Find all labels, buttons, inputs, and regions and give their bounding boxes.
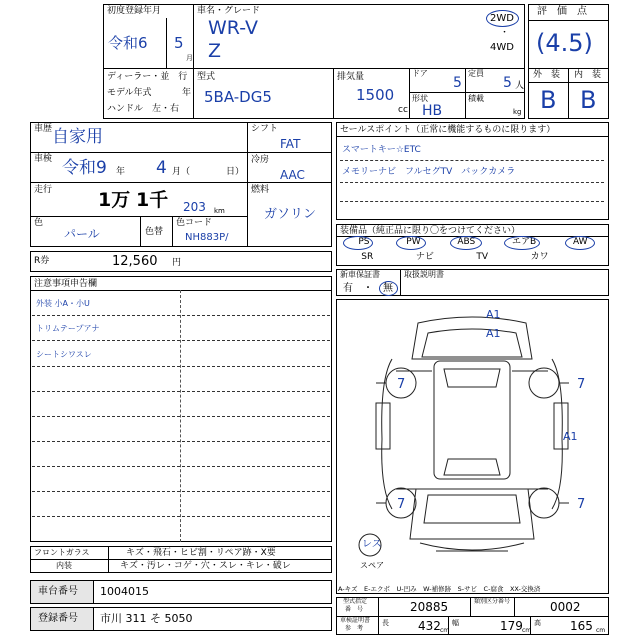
notes-label: 注意事項申告欄 <box>34 279 98 289</box>
katashiki-label: 型式 <box>197 72 216 82</box>
len-unit: cm <box>440 627 450 634</box>
reg-month-unit: 月 <box>186 54 193 62</box>
equip-ps-circle <box>343 236 373 250</box>
wid-unit: cm <box>522 627 532 634</box>
glass-options: キズ・飛石・ヒビ割・リペア跡・X要 <box>126 548 276 558</box>
class-no-value: 0002 <box>550 600 581 614</box>
shaken-year-unit: 年 <box>116 167 126 177</box>
len-label: 車検証明書 <box>340 617 371 624</box>
eval-ext-label: 外 装 <box>533 70 561 80</box>
spare-label: スペア <box>360 561 384 570</box>
mileage-sen: 1千 <box>136 189 169 211</box>
interior-options: キズ・汚レ・コゲ・穴・スレ・キレ・破レ <box>120 561 291 571</box>
eval-int-label: 内 装 <box>574 70 602 80</box>
shaken-label: 車検 <box>34 154 53 164</box>
load-label: 積載 <box>468 94 484 103</box>
sales-line-1: スマートキー☆ETC <box>342 145 421 155</box>
fuel-value: ガソリン <box>264 207 317 222</box>
tire-fr: 7 <box>577 377 586 392</box>
shape-label: 形状 <box>412 94 428 103</box>
color-code-label: 色コード <box>176 218 213 228</box>
sales-line-2: メモリーナビ フルセグTV バックカメラ <box>342 167 516 177</box>
class-no-label: 類別区分番号 <box>474 598 511 605</box>
shift-label: シフト <box>251 124 279 134</box>
equip-abs: ABS <box>457 237 476 247</box>
reg-era: 令和6 <box>108 34 148 52</box>
len-value: 432 <box>418 619 441 633</box>
damage-legend: A-キズ E-エクボ U-凹み W-補修跡 S-サビ C-腐食 XX-交換済 <box>338 585 541 593</box>
wid-value: 179 <box>500 619 523 633</box>
disp-label: 排気量 <box>337 72 365 82</box>
color-swap: 色替 <box>145 227 164 237</box>
equip-aw-circle <box>565 236 595 250</box>
equip-airbag: エアB <box>512 237 537 247</box>
car-name: WR-V <box>208 17 258 39</box>
disp-unit: cc <box>398 105 408 115</box>
dmg-a1-top: A1 <box>486 308 501 321</box>
equip-sr: SR <box>361 252 374 262</box>
equip-leather: カワ <box>530 252 549 262</box>
eval-ext: B <box>540 86 557 114</box>
rcoupon-unit: 円 <box>172 258 182 268</box>
wid-label: 幅 <box>452 619 459 627</box>
reg-month: 5 <box>174 34 184 52</box>
equip-pw-circle <box>396 236 426 250</box>
equip-navi: ナビ <box>415 252 434 262</box>
door-label: ドア <box>412 69 428 78</box>
drive-4wd: 4WD <box>490 42 514 53</box>
type-no-label: 型式指定 <box>343 598 368 605</box>
color-code: NH883P/ <box>185 232 229 243</box>
cap-unit: 人 <box>515 81 525 91</box>
type-no-value: 20885 <box>410 600 449 614</box>
cap-label: 定員 <box>468 69 484 78</box>
mileage-extra: 203 <box>183 200 206 214</box>
dmg-a1-top2: A1 <box>486 327 501 340</box>
manual-label: 取扱説明書 <box>404 270 444 279</box>
color-label: 色 <box>34 218 44 228</box>
cap-value: 5 <box>503 75 512 91</box>
interior-label: 内装 <box>56 561 72 570</box>
drive-2wd: 2WD <box>490 13 514 24</box>
shaken-month-unit: 月（ <box>172 167 191 177</box>
spare-mark: レス <box>362 539 382 550</box>
drive-2wd-circle <box>486 10 519 27</box>
dmg-a1-side: A1 <box>563 430 578 443</box>
katashiki-value: 5BA-DG5 <box>204 88 272 106</box>
note-line-2: トリムテープアナ <box>36 324 100 333</box>
daiban-value: 1004015 <box>100 585 149 598</box>
shaken-era: 令和9 <box>62 158 107 178</box>
note-line-3: シートシワスレ <box>36 350 92 359</box>
hgt-unit: cm <box>596 627 606 634</box>
shape-value: HB <box>422 103 443 119</box>
hgt-value: 165 <box>570 619 593 633</box>
shaken-month: 4 <box>156 158 167 178</box>
warranty-label: 新車保証書 <box>340 270 380 279</box>
reg-label: 初度登録年月 <box>107 6 162 16</box>
equip-row-2 <box>340 253 570 266</box>
sales-label: セールスポイント（正常に機能するものに限ります） <box>340 125 556 135</box>
mileage-unit: km <box>214 207 225 215</box>
shift-value: FAT <box>280 137 301 151</box>
rcoupon-value: 12,560 <box>112 254 158 269</box>
car-label: 車名・グレード <box>197 6 261 16</box>
drive-dot: ・ <box>500 28 510 38</box>
len-label-3: 長 <box>382 619 389 627</box>
rcoupon-label: R券 <box>34 256 50 266</box>
type-no-label-2: 番 号 <box>345 606 364 613</box>
warranty-value: 有 ・ <box>343 283 373 294</box>
touroku-value: 市川 311 そ 5050 <box>100 612 193 625</box>
handle-label: ハンドル 左・右 <box>107 104 180 114</box>
color-value: パール <box>64 227 100 241</box>
mileage-label: 走行 <box>34 185 53 195</box>
equip-label: 装備品（純正品に限り〇をつけてください） <box>340 226 521 236</box>
tire-rl: 7 <box>397 497 406 512</box>
model-year-label: モデル年式 <box>107 88 152 98</box>
equip-pw: PW <box>406 237 421 247</box>
disp-value: 1500 <box>356 86 395 104</box>
equip-ps: PS <box>358 237 370 247</box>
touroku-label: 登録番号 <box>38 613 78 624</box>
fuel-label: 燃料 <box>251 185 270 195</box>
shaken-day-unit: 日） <box>226 167 245 177</box>
equip-abs-circle <box>450 236 482 250</box>
use-label: 車歴 <box>34 124 53 134</box>
ac-value: AAC <box>280 168 305 182</box>
hgt-label: 高 <box>534 619 541 627</box>
len-label-2: 参 考 <box>345 625 364 632</box>
load-unit: kg <box>513 108 522 116</box>
equip-airbag-circle <box>504 236 540 250</box>
daiban-label: 車台番号 <box>38 586 78 597</box>
use-value: 自家用 <box>52 127 103 147</box>
note-line-1: 外装 小A・小U <box>36 299 90 308</box>
car-grade: Z <box>208 40 222 62</box>
glass-label: フロントガラス <box>34 548 90 557</box>
mileage-man: 1万 <box>98 189 131 211</box>
equip-tv: TV <box>476 252 489 262</box>
model-year-unit: 年 <box>182 88 192 98</box>
tire-fl: 7 <box>397 377 406 392</box>
eval-label: 評 価 点 <box>537 6 587 17</box>
eval-score: (4.5) <box>536 29 593 57</box>
door-value: 5 <box>453 75 462 91</box>
eval-int: B <box>580 86 597 114</box>
dealer-label: ディーラー・並 行 <box>107 72 188 82</box>
warranty-circled: 無 <box>383 283 393 294</box>
warranty-circle <box>379 281 398 296</box>
tire-rr: 7 <box>577 497 586 512</box>
ac-label: 冷房 <box>251 155 270 165</box>
equip-aw: AW <box>572 237 588 247</box>
